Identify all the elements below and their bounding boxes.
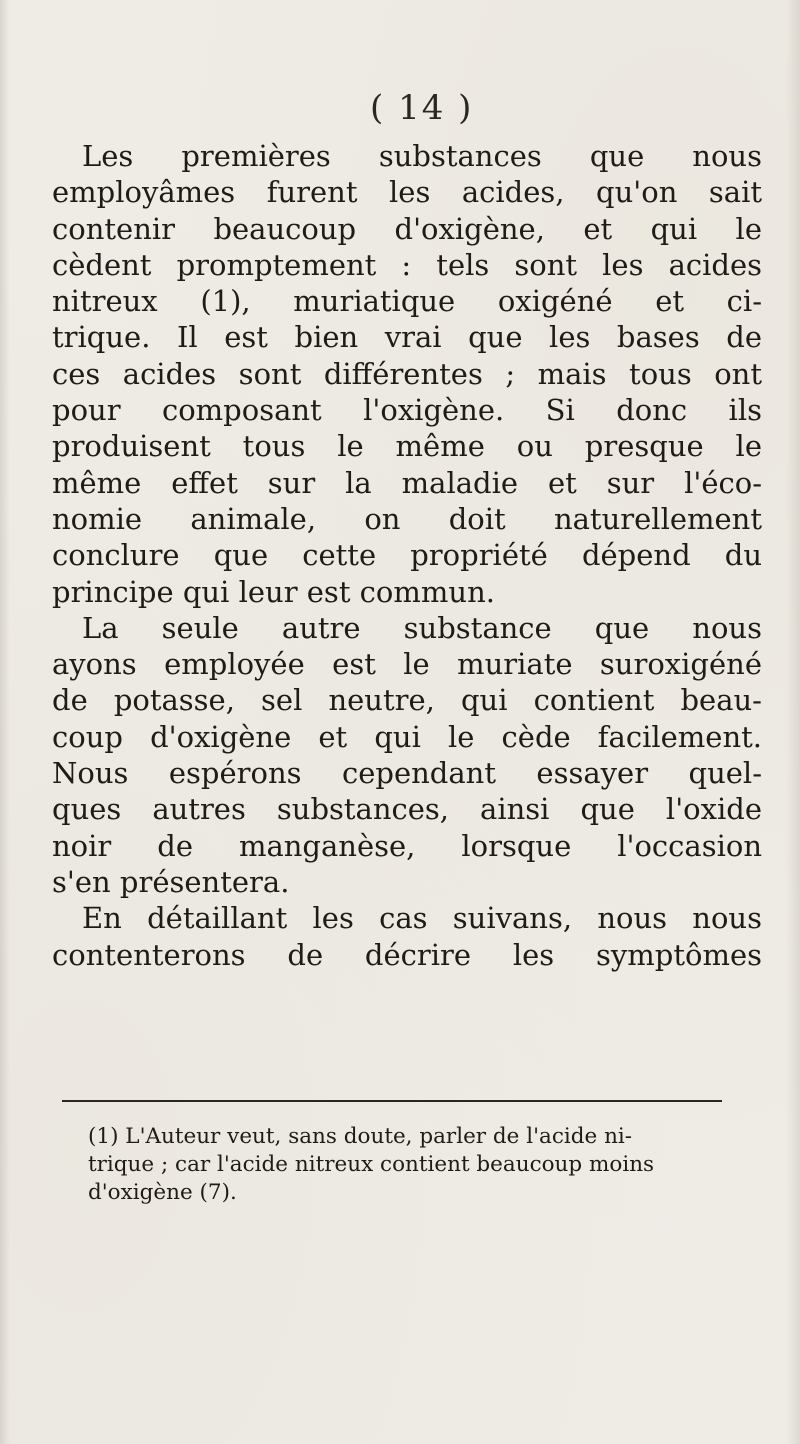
footnote-line: (1) L'Auteur veut, sans doute, parler de l'acide ni- (88, 1124, 633, 1149)
body-line: contenir beaucoup d'oxigène, et qui le (52, 211, 762, 246)
body-line: ayons employée est le muriate suroxigéné (52, 647, 762, 682)
body-line: s'en présentera. (52, 864, 290, 899)
footnote-line: trique ; car l'acide nitreux contient beaucoup moins (88, 1152, 655, 1177)
footnote-line: d'oxigène (7). (88, 1180, 237, 1205)
body-line: noir de manganèse, lorsque l'occasion (52, 828, 762, 863)
body-line: La seule autre substance que nous (82, 610, 762, 645)
body-line: nitreux (1), muriatique oxigéné et ci- (52, 284, 762, 319)
body-line: Nous espérons cependant essayer quel- (52, 756, 762, 791)
body-line: même effet sur la maladie et sur l'éco- (52, 465, 762, 500)
page-edge-shadow-left (0, 0, 10, 1444)
body-line: contenterons de décrire les symptômes (52, 937, 762, 972)
body-line: Les premières substances que nous (82, 139, 762, 173)
body-line: de potasse, sel neutre, qui contient beau- (52, 683, 762, 718)
footnote (88, 1123, 728, 1207)
body-line: nomie animale, on doit naturellement (52, 501, 762, 536)
body-line: produisent tous le même ou presque le (52, 429, 762, 464)
body-line: conclure que cette propriété dépend du (52, 538, 762, 573)
body-text (52, 138, 762, 973)
body-line: ques autres substances, ainsi que l'oxide (52, 792, 762, 827)
body-line: cèdent promptement : tels sont les acides (52, 247, 762, 282)
footnote-divider (62, 1100, 722, 1102)
body-line: employâmes furent les acides, qu'on sait (52, 175, 762, 210)
page-edge-shadow-right (786, 0, 800, 1444)
body-line: coup d'oxigène et qui le cède facilement. (52, 719, 762, 754)
page-number: ( 14 ) (370, 88, 474, 128)
body-line: trique. Il est bien vrai que les bases de (52, 320, 762, 355)
body-line: ces acides sont différentes ; mais tous ont (52, 356, 762, 391)
body-line: En détaillant les cas suivans, nous nous (82, 901, 762, 936)
body-line: principe qui leur est commun. (52, 574, 495, 609)
body-line: pour composant l'oxigène. Si donc ils (52, 393, 762, 428)
